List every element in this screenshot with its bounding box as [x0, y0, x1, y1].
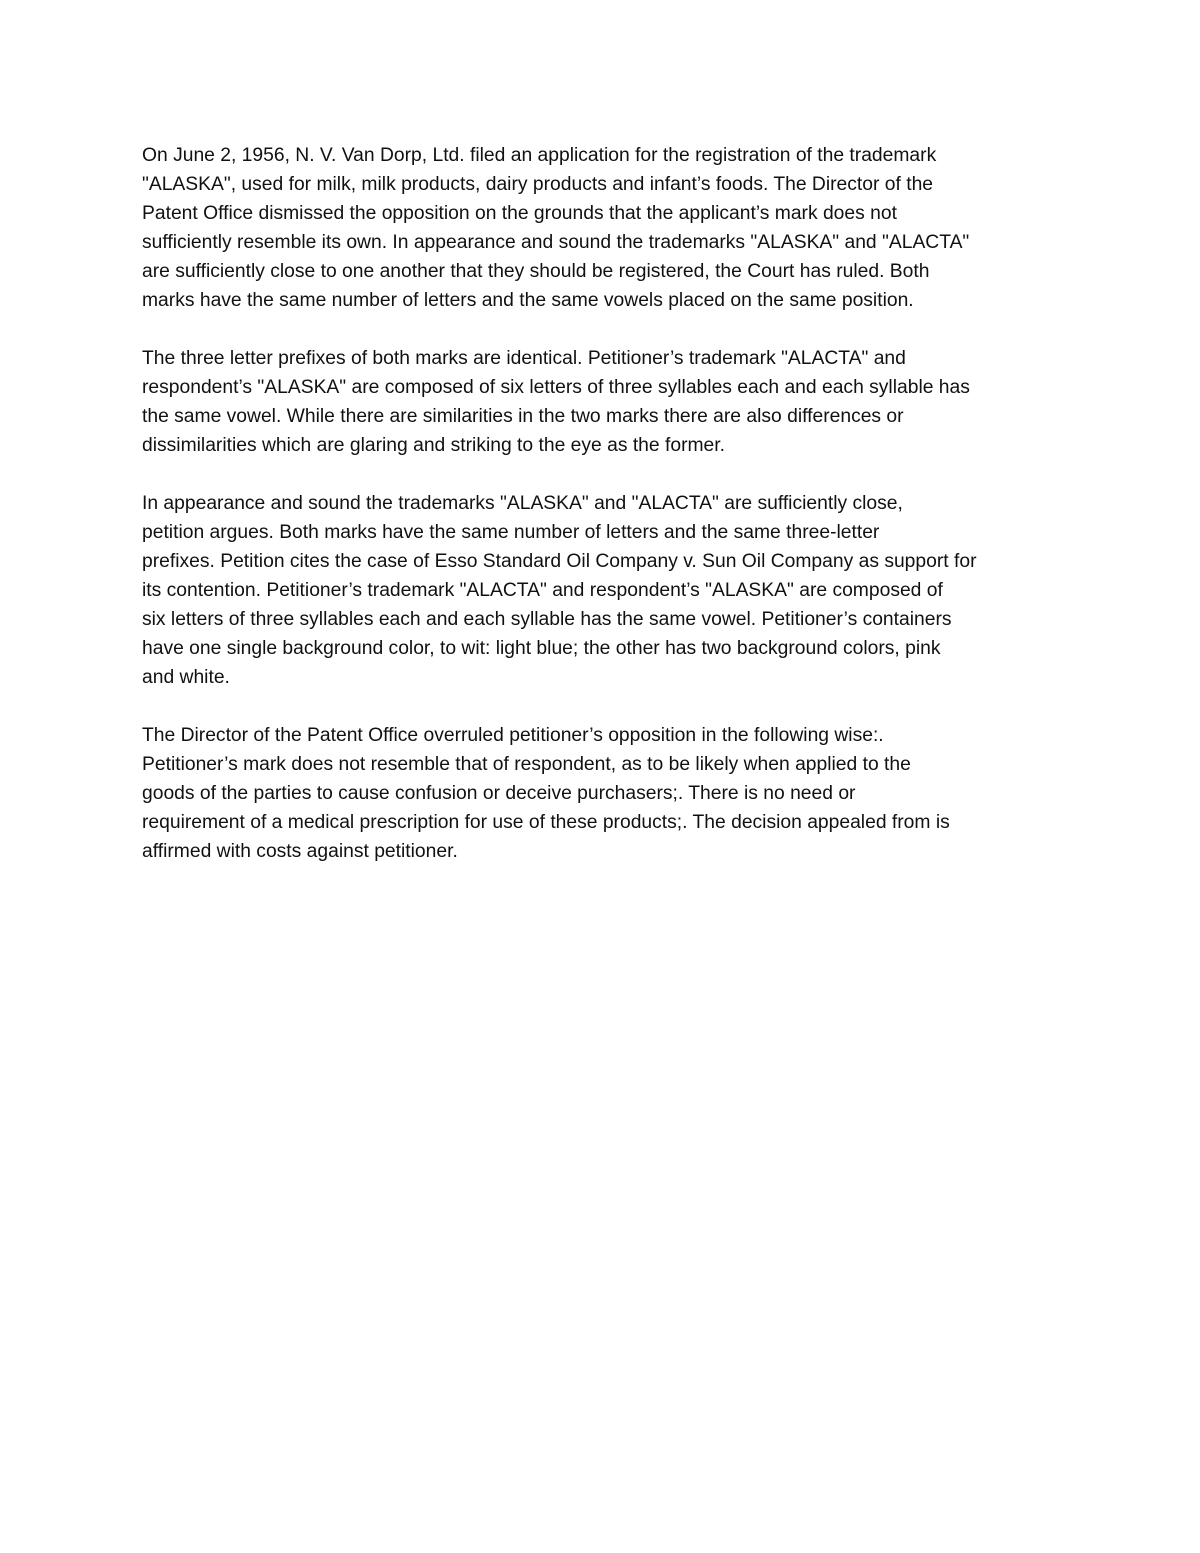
paragraph-4 — [142, 721, 1072, 866]
text-line: On June 2, 1956, N. V. Van Dorp, Ltd. filed an application for the registration of the trademark — [142, 145, 937, 166]
text-line: are sufficiently close to one another that they should be registered, the Court has ruled. Both — [142, 261, 930, 282]
text-line: "ALASKA", used for milk, milk products, dairy products and infant’s foods. The Director of the — [142, 174, 934, 195]
text-line: Petitioner’s mark does not resemble that of respondent, as to be likely when applied to the — [142, 754, 911, 775]
text-line: The Director of the Patent Office overruled petitioner’s opposition in the following wise:. — [142, 725, 884, 746]
text-line: In appearance and sound the trademarks "ALASKA" and "ALACTA" are sufficiently close, — [142, 493, 903, 514]
text-line: marks have the same number of letters and the same vowels placed on the same position. — [142, 290, 914, 311]
text-line: sufficiently resemble its own. In appearance and sound the trademarks "ALASKA" and "ALACTA" — [142, 232, 970, 253]
text-line: requirement of a medical prescription for use of these products;. The decision appealed from is — [142, 812, 950, 833]
document-body — [142, 141, 1072, 895]
text-line: goods of the parties to cause confusion or deceive purchasers;. There is no need or — [142, 783, 856, 804]
text-line: its contention. Petitioner’s trademark "ALACTA" and respondent’s "ALASKA" are composed of — [142, 580, 943, 601]
paragraph-3 — [142, 489, 1072, 692]
text-line: prefixes. Petition cites the case of Esso Standard Oil Company v. Sun Oil Company as support for — [142, 551, 977, 572]
text-line: have one single background color, to wit: light blue; the other has two background colors, pink — [142, 638, 941, 659]
text-line: respondent’s "ALASKA" are composed of six letters of three syllables each and each syllable has — [142, 377, 970, 398]
paragraph-1 — [142, 141, 1072, 315]
paragraph-2 — [142, 344, 1072, 460]
text-line: dissimilarities which are glaring and striking to the eye as the former. — [142, 435, 725, 456]
text-line: and white. — [142, 667, 230, 688]
text-line: The three letter prefixes of both marks are identical. Petitioner’s trademark "ALACTA" and — [142, 348, 906, 369]
text-line: petition argues. Both marks have the same number of letters and the same three-letter — [142, 522, 880, 543]
text-line: six letters of three syllables each and each syllable has the same vowel. Petitioner’s containers — [142, 609, 952, 630]
text-line: affirmed with costs against petitioner. — [142, 841, 458, 862]
text-line: Patent Office dismissed the opposition on the grounds that the applicant’s mark does not — [142, 203, 897, 224]
text-line: the same vowel. While there are similarities in the two marks there are also differences or — [142, 406, 904, 427]
